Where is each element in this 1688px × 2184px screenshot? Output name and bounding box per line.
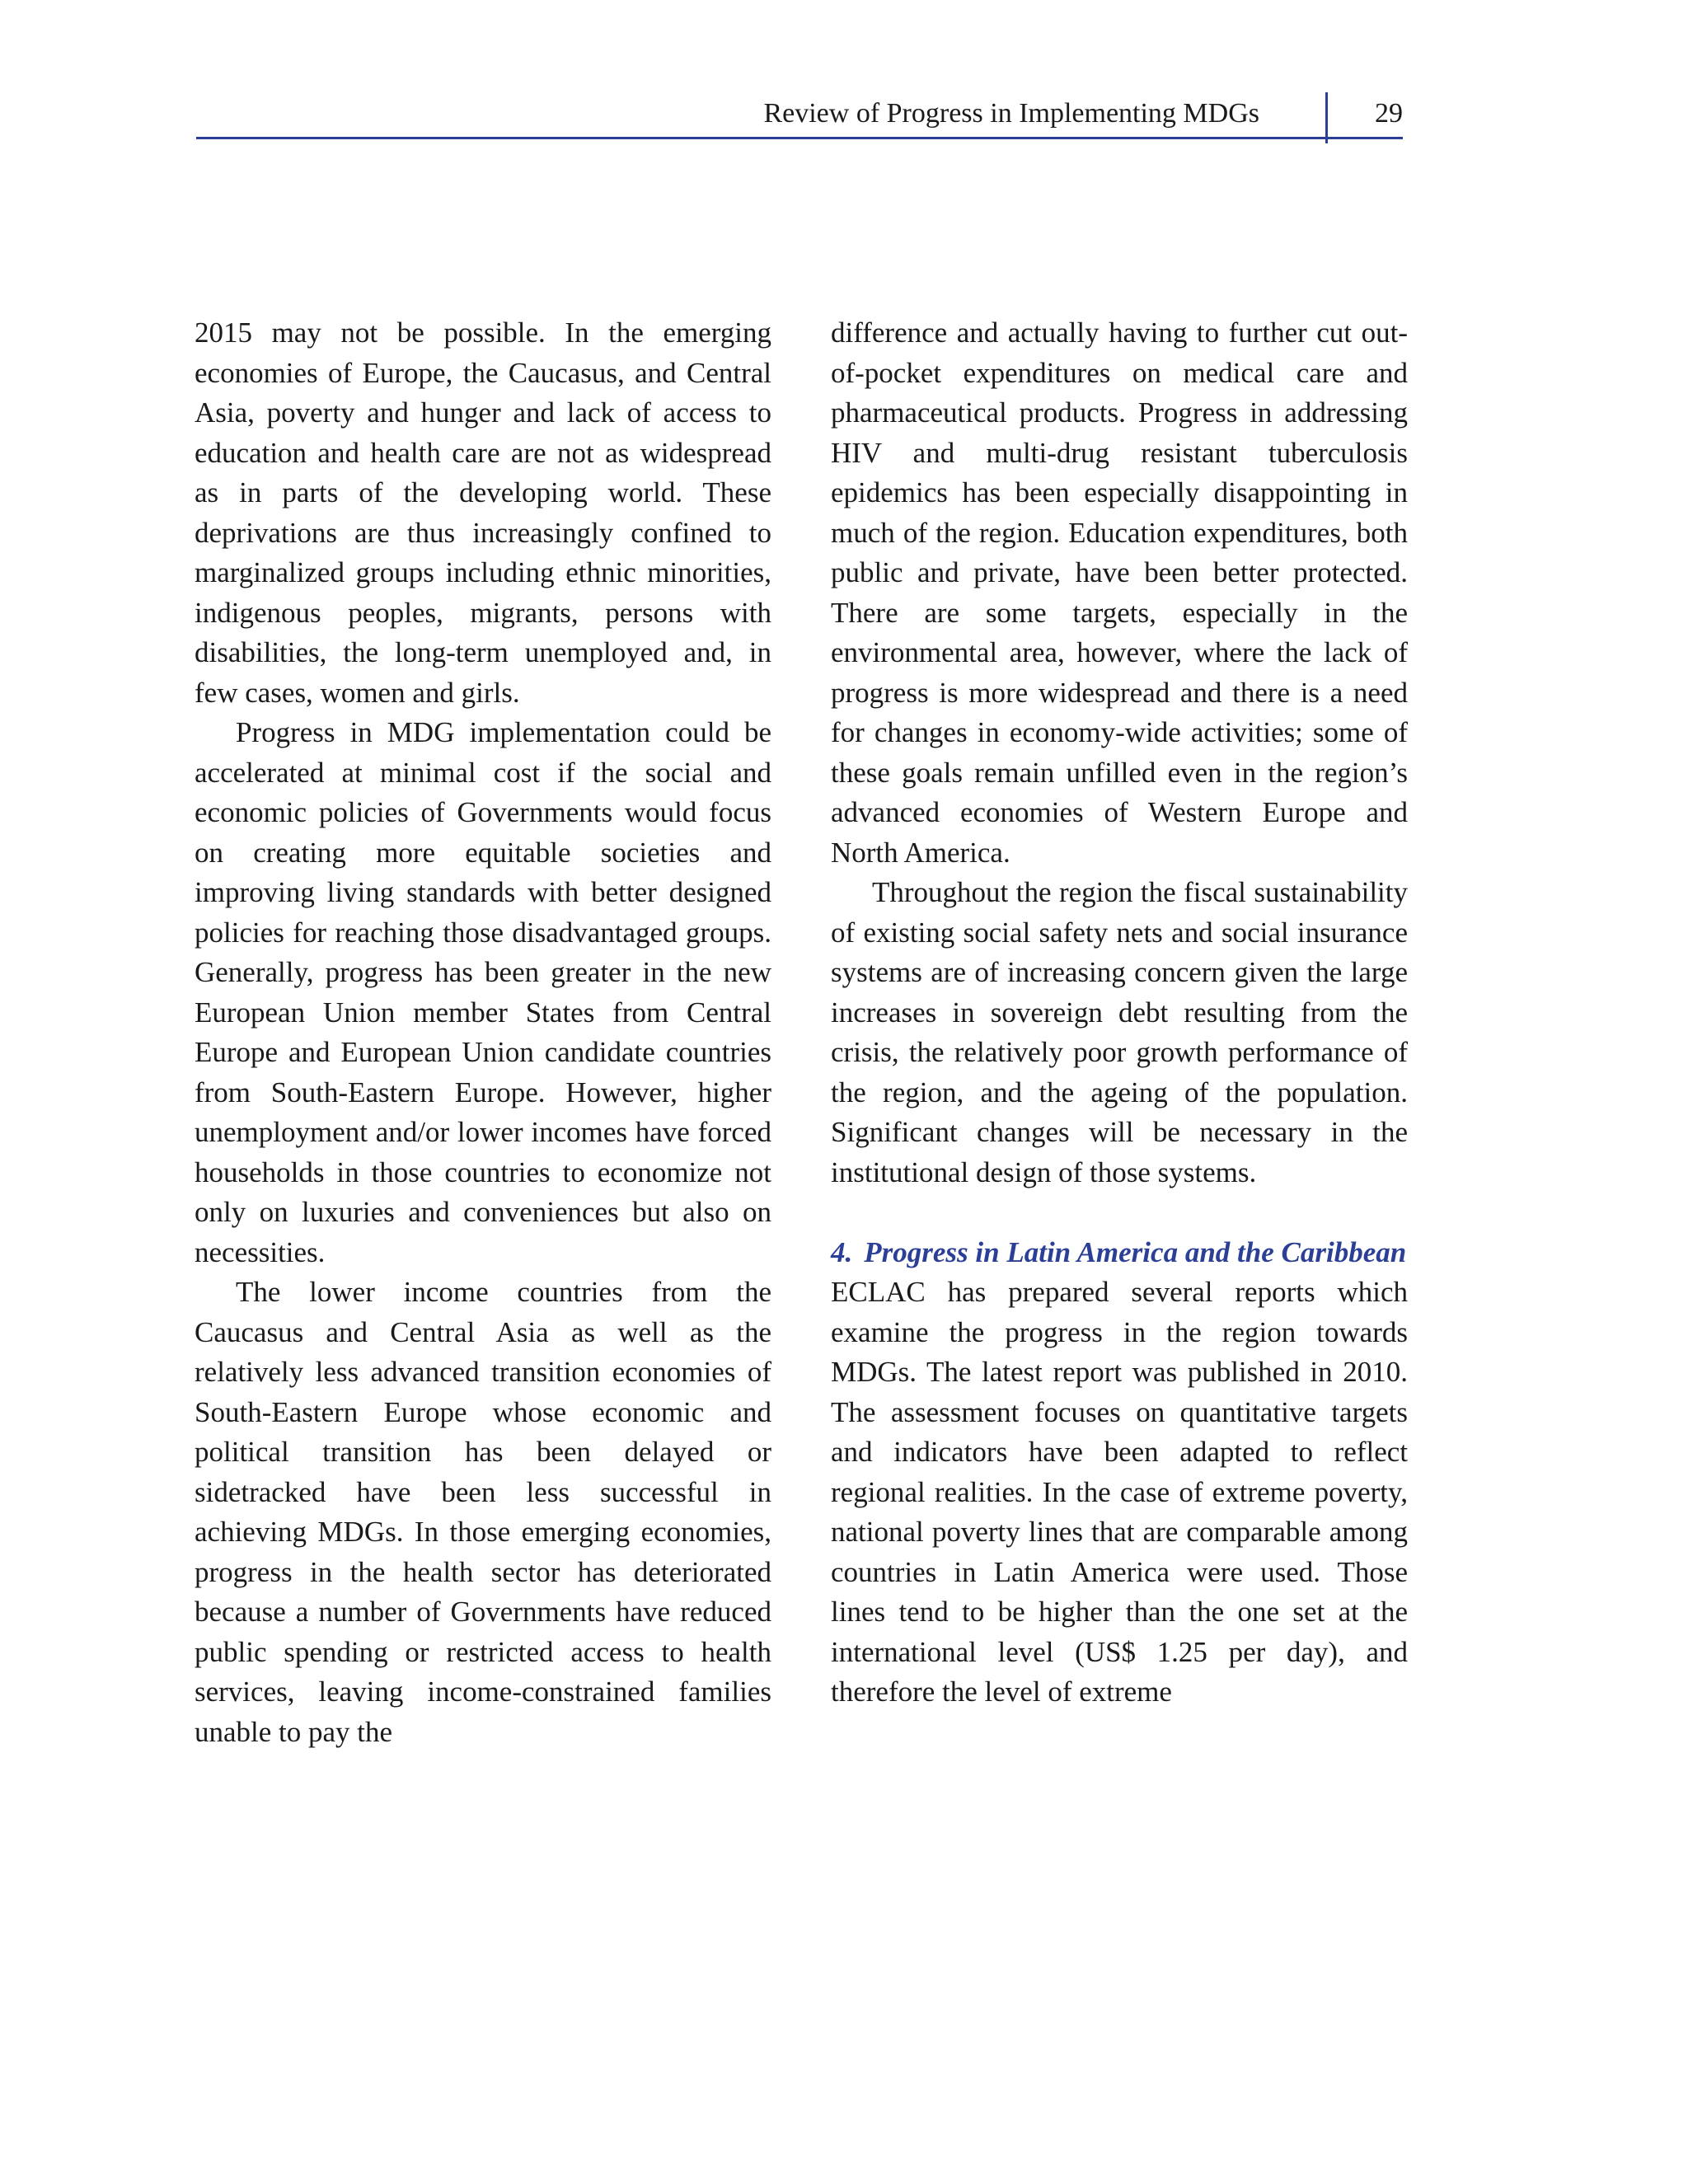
page-number: 29 [1375, 98, 1403, 129]
paragraph: Progress in MDG implementation could be accelerated at minimal cost if the social and economic policies of Governments would focus on creating more equitable societies and improving living standards with better designed policies for reaching those disadvantaged groups. Generally, progress has been greater in the new European Union member States from Central Europe and European Union candidate countries from South-Eastern Europe. However, higher unemployment and/or lower incomes have forced households in those countries to economize not only on luxuries and conveniences but also on necessities. [195, 716, 771, 1268]
right-column [831, 313, 1408, 1713]
section-number: 4. [831, 1235, 853, 1268]
paragraph: The lower income countries from the Caucasus and Central Asia as well as the relatively less advanced transition economies of South-Eastern Europe whose economic and political transition has been delayed or sidetracked have been less successful in achieving MDGs. In those emerging economies, progress in the health sector has deteriorated because a number of Governments have reduced public spending or restricted access to health services, leaving income-constrained families unable to pay the [195, 1276, 771, 1748]
paragraph: Throughout the region the fiscal sustainability of existing social safety nets and social insurance systems are of increasing concern given the large increases in sovereign debt resulting from the crisis, the relatively poor growth performance of the region, and the ageing of the population. Significant changes will be necessary in the institutional design of those systems. [831, 876, 1408, 1188]
paragraph: 2015 may not be possible. In the emerging economies of Europe, the Caucasus, and Central Asia, poverty and hunger and lack of access to education and health care are not as widespread as in parts of the developing world. These deprivations are thus increasingly confined to marginalized groups including ethnic minorities, indigenous peoples, migrants, persons with disabilities, the long-term unemployed and, in few cases, women and girls. [195, 316, 771, 709]
header-title: Review of Progress in Implementing MDGs [763, 98, 1259, 129]
header-divider [1325, 92, 1328, 143]
running-header [196, 89, 1403, 138]
paragraph: difference and actually having to further cut out-of-pocket expenditures on medical care and pharmaceutical products. Progress in addressing HIV and multi-drug resistant tuberculosis epidemics has been especially disappointing in much of the region. Education expenditures, both public and private, have been better protected. There are some targets, especially in the environmental area, however, where the lack of progress is more widespread and there is a need for changes in economy-wide activities; some of these goals remain unfilled even in the region’s advanced economies of Western Europe and North America. [831, 316, 1408, 869]
section-title: Progress in Latin America and the Caribbean [864, 1235, 1407, 1268]
header-rule [196, 137, 1403, 139]
left-column [195, 313, 771, 1752]
section-heading [831, 1233, 1408, 1273]
paragraph: ECLAC has prepared several reports which examine the progress in the region towards MDGs. The latest report was published in 2010. The assessment focuses on quantitative targets and indicators have been adapted to reflect regional realities. In the case of extreme poverty, national poverty lines that are comparable among countries in Latin America were used. Those lines tend to be higher than the one set at the international level (US$ 1.25 per day), and therefore the level of extreme [831, 1276, 1408, 1708]
